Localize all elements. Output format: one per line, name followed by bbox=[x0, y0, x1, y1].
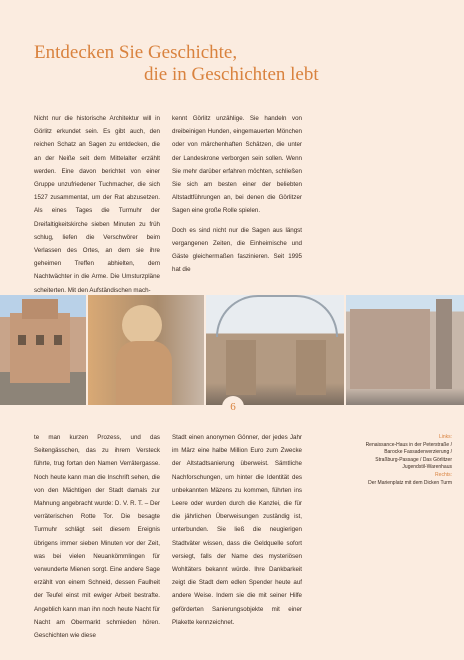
paragraph: Doch es sind nicht nur die Sagen aus längst vergangenen Zeiten, die Einheimische und Gäste gleichermaßen faszinieren. Seit 1995 hat die bbox=[172, 226, 302, 274]
caption-links-text: Renaissance-Haus in der Peterstraße / Barocke Fassadenverzierung / Straßburg-Passage / Das Görlitzer Jugendstil-Warenhaus bbox=[365, 441, 452, 471]
caption-rechts-text: Der Marienplatz mit dem Dicken Turm bbox=[368, 479, 452, 486]
text-column-4 bbox=[172, 431, 302, 635]
text-column-1 bbox=[34, 112, 160, 303]
title-line-2: die in Geschichten lebt bbox=[144, 64, 319, 85]
paragraph: Stadt einen anonymen Gönner, der jedes Jahr im März eine halbe Million Euro zum Zwecke der Altstadtsanierung überweist. Sämtliche Nachforschungen, um hinter die Identität des unbekannten Mäzens zu kommen, führten ins Leere oder wurden durch die Kanzlei, die für die jährlichen Überweisungen zuständig ist, unterbunden. Sie ließ die neugierigen Stadtväter wissen, dass die Geldquelle sofort versiegt, falls der Name des mysteriösen Wohltäters bekannt würde. Ihre Dankbarkeit zeigt die Stadt dem edlen Spender heute auf andere Weise. Indem sie die mit seiner Hilfe geförderten Sanierungsobjekte mit einer Plakette kennzeichnet. bbox=[172, 434, 302, 626]
text-column-3 bbox=[34, 431, 160, 648]
page-title bbox=[34, 42, 319, 86]
paragraph: te man kurzen Prozess, und das Seitengässchen, das zu ihrem Versteck führte, trug fortan den Namen Verrätergasse. Noch heute kann man die Inschrift sehen, die von den Mächtigen der Stadt damals zur Mahnung angebracht wurde: D. V. R. T. – Der verräterischen Rotte Tor. Die besagte Turmuhr schlägt seit diesem Ereignis übrigens immer sieben Minuten vor der Zeit, was bei vielen Neuankömmlingen für verwunderte Mienen sorgt. Eine andere Sage erzählt von einem Schneid, dessen Faulheit der Teufel einst mit ewiger Arbeit bestrafte. Angeblich kann man ihn noch heute Nacht für Nacht am Obermarkt schmieden hören. Geschichten wie diese bbox=[34, 434, 160, 640]
photo-caption bbox=[362, 434, 452, 487]
text-column-2 bbox=[172, 112, 302, 282]
photo-strassburg-passage bbox=[206, 295, 344, 405]
page-number: 6 bbox=[222, 396, 244, 418]
paragraph: Nicht nur die historische Architektur will in Görlitz erkundet sein. Es gibt auch, den reichen Schatz an Sagen zu entdecken, die an der Neiße seit dem Mittelalter erzählt werden. Eine davon berichtet von einer Gruppe unzufriedener Tuchmacher, die sich 1527 zusammentat, um der Rat abzusetzen. Als eines Tages die Turmuhr der Dreifaltigkeitskirche sieben Minuten zu früh schlug, liefen die Verschwörer beim Verlassen des Ortes, an dem sie ihre geheimen Treffen abhielten, dem Nachtwächter in die Arme. Die Umsturzpläne scheiterten. Mit den Aufständischen mach- bbox=[34, 115, 160, 294]
photo-strip bbox=[0, 295, 464, 405]
photo-baroque-facade bbox=[88, 295, 204, 405]
paragraph: kennt Görlitz unzählige. Sie handeln von dreibeinigen Hunden, eingemauerten Mönchen oder von märchenhaften Schätzen, die unter der Landeskrone verborgen sein sollen. Wenn Sie mehr darüber erfahren möchten, schließen Sie sich am besten einer der beliebten Altstadtführungen an, bei denen die Görlitzer Sagen eine große Rolle spielen. bbox=[172, 115, 302, 215]
title-line-1: Entdecken Sie Geschichte, bbox=[34, 42, 238, 63]
photo-marienplatz bbox=[346, 295, 464, 405]
caption-rechts-label: Rechts: bbox=[435, 471, 452, 478]
photo-renaissance-house bbox=[0, 295, 86, 405]
caption-links-label: Links: bbox=[438, 434, 452, 440]
